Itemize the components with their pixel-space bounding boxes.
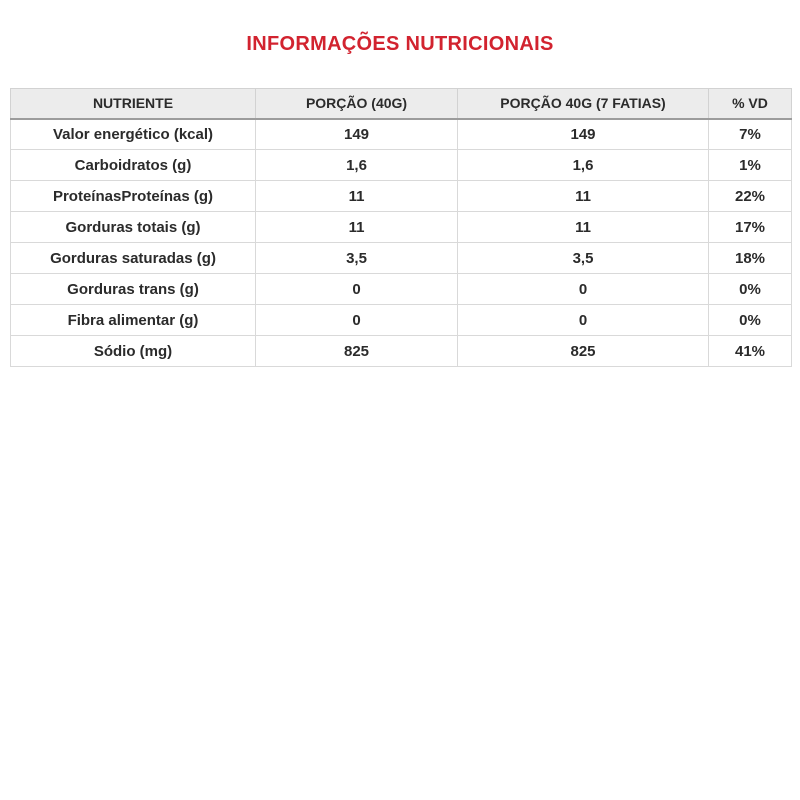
portion-value-cell: 11	[256, 181, 458, 212]
table-row	[11, 119, 792, 150]
vd-percent-cell: 22%	[709, 181, 792, 212]
portion-value-cell: 0	[256, 274, 458, 305]
table-row	[11, 181, 792, 212]
table-header-row	[11, 89, 792, 119]
vd-percent-cell: 0%	[709, 274, 792, 305]
table-row	[11, 305, 792, 336]
nutrient-name-cell: Fibra alimentar (g)	[11, 305, 256, 336]
portion-value-cell: 11	[256, 212, 458, 243]
portion-value-cell: 149	[256, 119, 458, 150]
column-header-porcao-fatias: PORÇÃO 40G (7 FATIAS)	[458, 89, 709, 119]
vd-percent-cell: 0%	[709, 305, 792, 336]
nutrient-name-cell: ProteínasProteínas (g)	[11, 181, 256, 212]
portion-fatias-value-cell: 11	[458, 181, 709, 212]
table-row	[11, 150, 792, 181]
table-row	[11, 336, 792, 367]
portion-fatias-value-cell: 3,5	[458, 243, 709, 274]
portion-value-cell: 3,5	[256, 243, 458, 274]
nutrient-name-cell: Gorduras trans (g)	[11, 274, 256, 305]
portion-fatias-value-cell: 825	[458, 336, 709, 367]
portion-value-cell: 825	[256, 336, 458, 367]
vd-percent-cell: 1%	[709, 150, 792, 181]
portion-fatias-value-cell: 1,6	[458, 150, 709, 181]
portion-fatias-value-cell: 149	[458, 119, 709, 150]
nutrient-name-cell: Gorduras totais (g)	[11, 212, 256, 243]
vd-percent-cell: 17%	[709, 212, 792, 243]
portion-value-cell: 0	[256, 305, 458, 336]
nutrient-name-cell: Valor energético (kcal)	[11, 119, 256, 150]
nutrient-name-cell: Sódio (mg)	[11, 336, 256, 367]
page-title: INFORMAÇÕES NUTRICIONAIS	[246, 33, 554, 55]
column-header-vd: % VD	[709, 89, 792, 119]
portion-fatias-value-cell: 11	[458, 212, 709, 243]
column-header-nutriente: NUTRIENTE	[11, 89, 256, 119]
table-row	[11, 212, 792, 243]
table-row	[11, 243, 792, 274]
vd-percent-cell: 18%	[709, 243, 792, 274]
vd-percent-cell: 7%	[709, 119, 792, 150]
nutrition-table	[10, 88, 792, 367]
column-header-porcao: PORÇÃO (40G)	[256, 89, 458, 119]
vd-percent-cell: 41%	[709, 336, 792, 367]
nutrient-name-cell: Carboidratos (g)	[11, 150, 256, 181]
portion-fatias-value-cell: 0	[458, 305, 709, 336]
portion-value-cell: 1,6	[256, 150, 458, 181]
portion-fatias-value-cell: 0	[458, 274, 709, 305]
table-row	[11, 274, 792, 305]
nutrient-name-cell: Gorduras saturadas (g)	[11, 243, 256, 274]
